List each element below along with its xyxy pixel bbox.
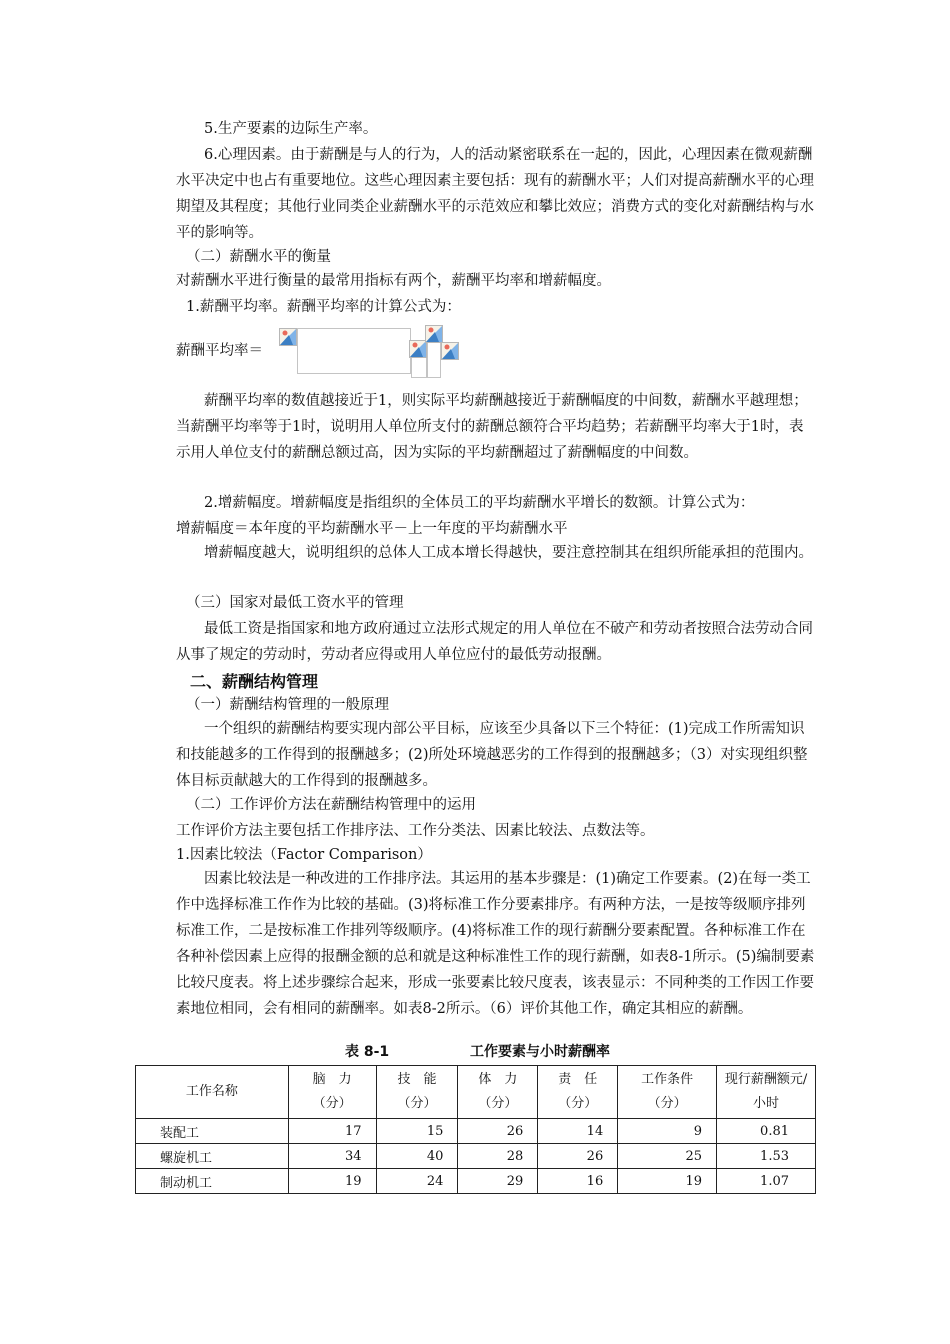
factor-rate-table — [135, 1065, 816, 1194]
table-cell: 9 — [618, 1119, 717, 1144]
header-cell: 责 任 （分） — [538, 1066, 618, 1119]
table-row — [136, 1119, 816, 1144]
paragraph-minimum-wage-definition: 最低工资是指国家和地方政府通过立法形式规定的用人单位在不破产和劳动者按照合法劳动合同从事了规定的劳动时，劳动者应得或用人单位应付的最低劳动报酬。 — [176, 621, 813, 663]
table-cell: 15 — [376, 1119, 458, 1144]
broken-image-icon — [441, 342, 459, 360]
paragraph-factor-comparison-title: 1.因素比较法（Factor Comparison） — [176, 847, 432, 863]
paragraph-average-rate-explanation: 薪酬平均率的数值越接近于1，则实际平均薪酬越接近于薪酬幅度的中间数，薪酬水平越理想；当薪酬平均率等于1时，说明用人单位所支付的薪酬总额符合平均趋势；若薪酬平均率大于1时，表示用人单位支付的薪酬总额过高，因为实际的平均薪酬超过了薪酬幅度的中间数。 — [176, 393, 808, 461]
paragraph-psychological-factors: 6.心理因素。由于薪酬是与人的行为，人的活动紧密联系在一起的，因此，心理因素在微观薪酬水平决定中也占有重要地位。这些心理因素主要包括：现有的薪酬水平；人们对提高薪酬水平的心理期望及其程度；其他行业同类企业薪酬水平的示范效应和攀比效应；消费方式的变化对薪酬结构与水平的影响等。 — [176, 147, 814, 241]
header-cell: 技 能 （分） — [376, 1066, 458, 1119]
subheading-salary-level-measurement: （二）薪酬水平的衡量 — [186, 249, 331, 265]
subheading-structure-principles: （一）薪酬结构管理的一般原理 — [186, 697, 389, 713]
table-caption-title: 工作要素与小时薪酬率 — [470, 1044, 610, 1060]
section-heading-salary-structure: 二、薪酬结构管理 — [190, 672, 319, 691]
table-cell: 14 — [538, 1119, 618, 1144]
table-caption-number: 表 8-1 — [345, 1044, 390, 1060]
table-cell: 螺旋机工 — [136, 1144, 289, 1169]
table-cell: 24 — [376, 1169, 458, 1194]
formula-image-frame — [427, 340, 441, 378]
paragraph-marginal-productivity: 5.生产要素的边际生产率。 — [204, 121, 378, 137]
table-cell: 34 — [288, 1144, 376, 1169]
table-cell: 19 — [288, 1169, 376, 1194]
table-header-row — [136, 1066, 816, 1119]
header-cell: 脑 力 （分） — [288, 1066, 376, 1119]
table-cell: 1.07 — [717, 1169, 816, 1194]
table-cell: 28 — [458, 1144, 538, 1169]
table-cell: 装配工 — [136, 1119, 289, 1144]
paragraph-evaluation-methods-list: 工作评价方法主要包括工作排序法、工作分类法、因素比较法、点数法等。 — [176, 823, 655, 839]
table-row — [136, 1144, 816, 1169]
header-cell: 现行薪酬额元/ 小时 — [717, 1066, 816, 1119]
paragraph-measurement-indicators: 对薪酬水平进行衡量的最常用指标有两个，薪酬平均率和增薪幅度。 — [176, 273, 611, 289]
broken-image-icon — [279, 328, 297, 346]
table-cell: 19 — [618, 1169, 717, 1194]
paragraph-salary-increase-formula: 增薪幅度＝本年度的平均薪酬水平－上一年度的平均薪酬水平 — [176, 521, 568, 537]
table-cell: 26 — [458, 1119, 538, 1144]
table-cell: 25 — [618, 1144, 717, 1169]
subheading-minimum-wage: （三）国家对最低工资水平的管理 — [186, 595, 404, 611]
header-cell: 工作名称 — [136, 1066, 289, 1119]
formula-label: 薪酬平均率＝ — [176, 343, 263, 359]
table-cell: 0.81 — [717, 1119, 816, 1144]
table-cell: 26 — [538, 1144, 618, 1169]
table-cell: 1.53 — [717, 1144, 816, 1169]
header-cell: 工作条件 （分） — [618, 1066, 717, 1119]
subheading-job-evaluation-methods: （二）工作评价方法在薪酬结构管理中的运用 — [186, 797, 476, 813]
paragraph-salary-increase-note: 增薪幅度越大，说明组织的总体人工成本增长得越快，要注意控制其在组织所能承担的范围内。 — [204, 545, 813, 561]
broken-image-icon — [425, 325, 443, 343]
table-cell: 17 — [288, 1119, 376, 1144]
paragraph-factor-comparison-steps: 因素比较法是一种改进的工作排序法。其运用的基本步骤是：(1)确定工作要素。(2)在每一类工作中选择标准工作作为比较的基础。(3)将标准工作分要素排序。有两种方法，一是按等级顺序排列标准工作，二是按标准工作排列等级顺序。(4)将标准工作的现行薪酬分要素配置。各种标准工作在各种补偿因素上应得的报酬金额的总和就是这种标准性工作的现行薪酬，如表8-1所示。(5)编制要素比较尺度表。将上述步骤综合起来，形成一张要素比较尺度表，该表显示：不同种类的工作因工作要素地位相同，会有相同的薪酬率。如表8-2所示。（6）评价其他工作，确定其相应的薪酬。 — [176, 871, 815, 1017]
paragraph-structure-features: 一个组织的薪酬结构要实现内部公平目标，应该至少具备以下三个特征：(1)完成工作所需知识和技能越多的工作得到的报酬越多；(2)所处环境越恶劣的工作得到的报酬越多；（3）对实现组织整体目标贡献越大的工作得到的报酬越多。 — [176, 721, 808, 789]
table-cell: 29 — [458, 1169, 538, 1194]
paragraph-salary-increase-definition: 2.增薪幅度。增薪幅度是指组织的全体员工的平均薪酬水平增长的数额。计算公式为： — [204, 495, 755, 511]
formula-image-frame — [297, 328, 411, 374]
table-cell: 40 — [376, 1144, 458, 1169]
table-cell: 制动机工 — [136, 1169, 289, 1194]
table-cell: 16 — [538, 1169, 618, 1194]
table-row — [136, 1169, 816, 1194]
header-cell: 体 力 （分） — [458, 1066, 538, 1119]
paragraph-average-rate-formula-intro: 1.薪酬平均率。薪酬平均率的计算公式为： — [186, 299, 461, 315]
